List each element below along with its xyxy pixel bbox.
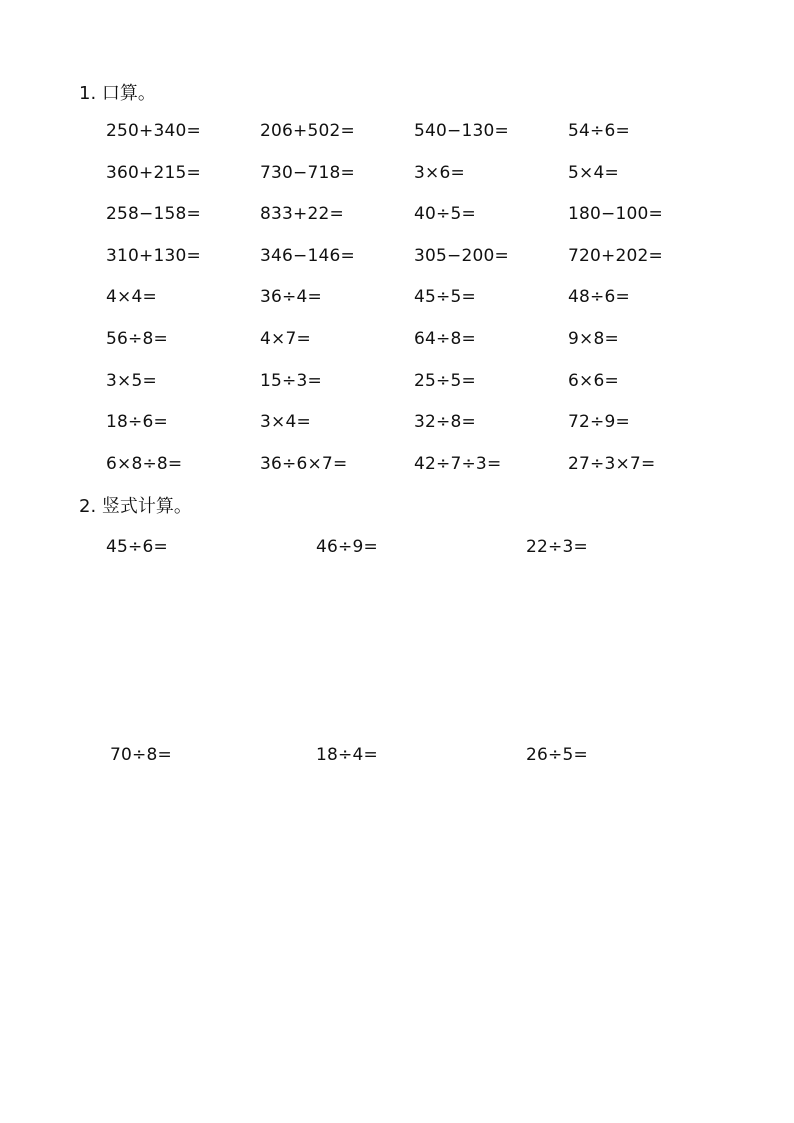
oral-problem: 54÷6= bbox=[568, 121, 630, 141]
section-2-title: 2. 竖式计算。 bbox=[79, 496, 192, 517]
vertical-problem: 46÷9= bbox=[316, 537, 378, 557]
oral-problem: 3×6= bbox=[414, 162, 465, 183]
oral-problem: 45÷5= bbox=[414, 287, 476, 308]
oral-problem: 18÷6= bbox=[106, 412, 168, 433]
oral-problem: 250+340= bbox=[106, 121, 201, 141]
oral-problem: 36÷4= bbox=[260, 287, 322, 308]
oral-problem: 206+502= bbox=[260, 121, 355, 141]
oral-problem: 180−100= bbox=[568, 204, 663, 225]
oral-problem: 32÷8= bbox=[414, 412, 476, 433]
oral-problem: 310+130= bbox=[106, 245, 201, 266]
oral-problem: 4×7= bbox=[260, 328, 311, 349]
vertical-problem: 26÷5= bbox=[526, 745, 588, 765]
oral-problem: 25÷5= bbox=[414, 370, 476, 391]
oral-problem: 42÷7÷3= bbox=[414, 453, 502, 474]
oral-problem: 730−718= bbox=[260, 162, 355, 183]
oral-problem: 833+22= bbox=[260, 204, 344, 225]
oral-problem: 6×8÷8= bbox=[106, 453, 183, 474]
section-1-title: 1. 口算。 bbox=[79, 83, 156, 104]
oral-calculation-grid bbox=[106, 120, 726, 494]
oral-problem: 305−200= bbox=[414, 245, 509, 266]
oral-problem: 72÷9= bbox=[568, 412, 630, 433]
oral-problem: 40÷5= bbox=[414, 204, 476, 225]
oral-problem: 540−130= bbox=[414, 121, 509, 141]
vertical-problem: 22÷3= bbox=[526, 537, 588, 557]
vertical-calculation-row bbox=[106, 536, 726, 558]
oral-problem: 5×4= bbox=[568, 162, 619, 183]
oral-problem: 27÷3×7= bbox=[568, 453, 656, 474]
vertical-calculation-row bbox=[106, 744, 726, 766]
oral-problem: 64÷8= bbox=[414, 328, 476, 349]
oral-problem: 720+202= bbox=[568, 245, 663, 266]
vertical-problem: 18÷4= bbox=[316, 745, 378, 765]
oral-problem: 36÷6×7= bbox=[260, 453, 348, 474]
vertical-problem: 45÷6= bbox=[106, 537, 168, 557]
oral-problem: 9×8= bbox=[568, 328, 619, 349]
oral-problem: 6×6= bbox=[568, 370, 619, 391]
oral-problem: 15÷3= bbox=[260, 370, 322, 391]
oral-problem: 3×4= bbox=[260, 412, 311, 433]
oral-problem: 258−158= bbox=[106, 204, 201, 225]
oral-problem: 360+215= bbox=[106, 162, 201, 183]
vertical-problem: 70÷8= bbox=[110, 745, 172, 765]
oral-problem: 3×5= bbox=[106, 370, 157, 391]
oral-problem: 56÷8= bbox=[106, 328, 168, 349]
oral-problem: 48÷6= bbox=[568, 287, 630, 308]
oral-problem: 4×4= bbox=[106, 287, 157, 308]
oral-problem: 346−146= bbox=[260, 245, 355, 266]
